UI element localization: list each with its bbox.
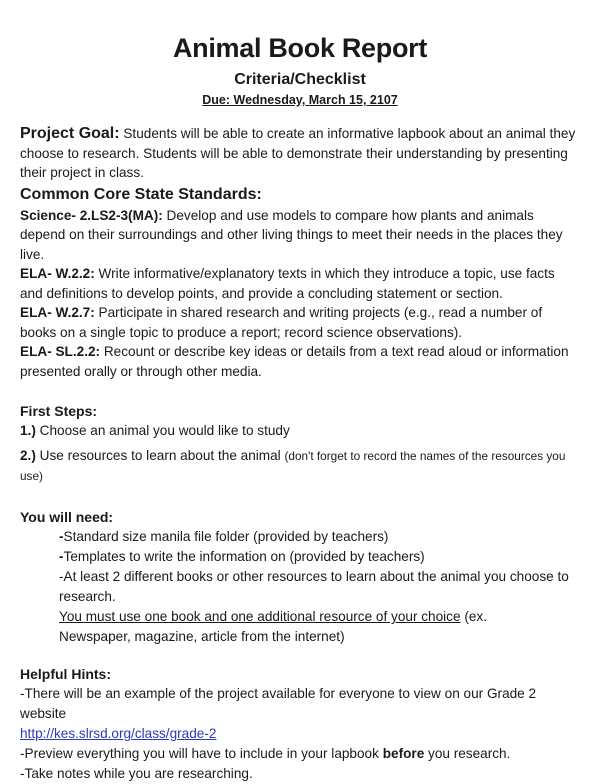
hint-text: you research. xyxy=(424,746,511,761)
standard-item xyxy=(20,342,580,381)
standard-item xyxy=(20,264,580,303)
project-goal xyxy=(20,124,580,183)
standard-text: Write informative/explanatory texts in which they introduce a topic, use facts and definitions to develop points, and provide a concluding statement or section. xyxy=(20,266,555,301)
first-steps-heading: First Steps: xyxy=(20,403,98,419)
step-number: 2.) xyxy=(20,448,36,463)
need-item-text: Templates to write the information on (provided by teachers) xyxy=(63,549,425,564)
need-item-text: (ex. Newspaper, magazine, article from the internet) xyxy=(59,609,487,644)
step-number: 1.) xyxy=(20,423,36,438)
standard-text: Develop and use models to compare how plants and animals depend on their surroundings and other living things to meet their needs in the places they live. xyxy=(20,207,563,262)
need-item xyxy=(20,607,580,647)
you-will-need-heading: You will need: xyxy=(20,509,114,525)
standard-text: Participate in shared research and writing projects (e.g., read a number of books on a single topic to produce a report; record science observations). xyxy=(20,305,543,340)
need-item-text: -At least 2 different books or other resources to learn about the animal you choose to research. xyxy=(59,569,569,604)
step-item xyxy=(20,446,580,486)
page-title: Animal Book Report xyxy=(172,33,428,63)
need-item xyxy=(20,527,580,547)
hint-emphasis: before xyxy=(382,746,425,761)
step-note: (don't forget to record the names of the resources you use) xyxy=(20,449,566,483)
need-item xyxy=(20,547,580,567)
need-item-text: Standard size manila file folder (provided by teachers) xyxy=(63,529,389,544)
due-date: Due: Wednesday, March 15, 2107 xyxy=(202,93,398,107)
hint-item xyxy=(20,724,580,744)
hint-text: -Preview everything you will have to include in your lapbook xyxy=(20,746,383,761)
standard-code: Science- 2.LS2-3(MA): xyxy=(20,207,163,223)
need-requirement-underlined: You must use one book and one additional resource of your choice xyxy=(59,609,461,624)
need-item xyxy=(20,567,580,607)
standards-heading: Common Core State Standards: xyxy=(20,185,262,203)
hint-item: -Take notes while you are researching. xyxy=(20,766,253,781)
helpful-hints-heading: Helpful Hints: xyxy=(20,666,111,682)
grade-2-website-link[interactable]: http://kes.slrsd.org/class/grade-2 xyxy=(20,726,217,741)
step-item xyxy=(20,421,580,441)
standard-item xyxy=(20,303,580,342)
step-text: Choose an animal you would like to study xyxy=(35,423,290,438)
standard-item xyxy=(20,206,580,265)
project-goal-text: Students will be able to create an informative lapbook about an animal they choose to research. Students will be able to demonstrate their understanding by presenting their project in class. xyxy=(20,126,576,180)
project-goal-label: Project Goal: xyxy=(20,125,120,142)
page-subtitle: Criteria/Checklist xyxy=(234,71,366,88)
hint-item xyxy=(20,744,580,764)
standard-code: ELA- SL.2.2: xyxy=(20,344,101,359)
standard-code: ELA- W.2.7: xyxy=(20,305,95,320)
step-text: Use resources to learn about the animal xyxy=(35,448,285,463)
standard-text: Recount or describe key ideas or details from a text read aloud or information presented orally or through other media. xyxy=(20,344,569,379)
bullet-dash: - xyxy=(59,529,64,544)
standard-code: ELA- W.2.2: xyxy=(20,266,95,281)
bullet-dash: - xyxy=(59,549,64,564)
hint-item: -There will be an example of the project available for everyone to view on our Grade 2 website xyxy=(20,686,537,721)
